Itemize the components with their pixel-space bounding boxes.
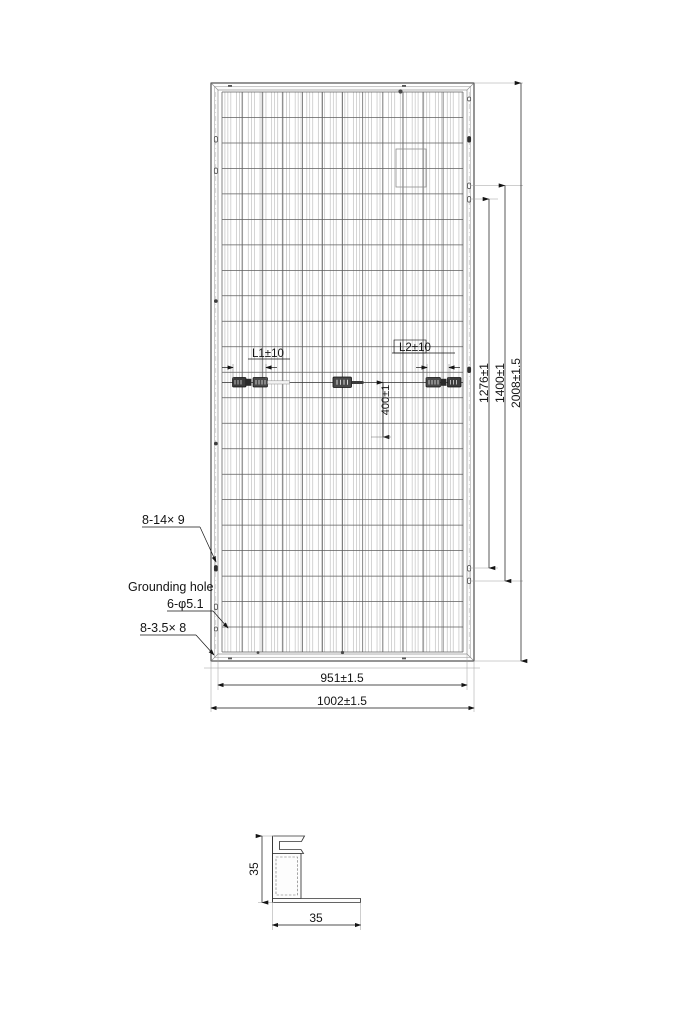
callout-grounding-hole-spec: 6-φ5.1 — [167, 597, 204, 611]
dim-951-label: 951±1.5 — [320, 671, 364, 685]
callout-mounting-slot-label: 8-14× 9 — [142, 513, 185, 527]
cable-left — [268, 381, 290, 384]
dim-section-height-label: 35 — [247, 862, 261, 876]
dim-2008-label: 2008±1.5 — [509, 358, 523, 408]
callout-grounding-hole-text: Grounding hole — [128, 580, 214, 594]
front-view — [128, 83, 523, 712]
dim-section-width — [273, 903, 361, 931]
grounding-hole — [214, 442, 217, 445]
dim-1276-label: 1276±1 — [477, 363, 491, 403]
cable-center — [352, 381, 364, 384]
dim-L1-label: L1±10 — [252, 348, 284, 360]
profile-glass-clamp — [273, 836, 305, 854]
frame-profile-outline — [273, 836, 361, 903]
mounting-slot — [214, 566, 217, 572]
dim-section-width-label: 35 — [309, 911, 323, 925]
dim-1400-label: 1400±1 — [493, 363, 507, 403]
dim-1002-label: 1002±1.5 — [317, 694, 367, 708]
profile-main-chamber — [273, 854, 302, 899]
profile-bottom-flange — [273, 899, 361, 903]
callout-drain-hole-label: 8-3.5× 8 — [140, 621, 187, 635]
bottom-dimension-stack — [204, 654, 480, 712]
mounting-slot — [468, 367, 471, 373]
dim-L2-label: L2±10 — [399, 342, 431, 354]
mounting-slot — [468, 137, 471, 143]
right-dimension-stack — [470, 83, 523, 661]
junction-box-right — [426, 378, 461, 388]
frame-cross-section-view — [247, 836, 361, 930]
dim-section-height — [247, 836, 274, 903]
grounding-hole — [214, 300, 217, 303]
dim-400-label: 400±1 — [380, 384, 392, 416]
